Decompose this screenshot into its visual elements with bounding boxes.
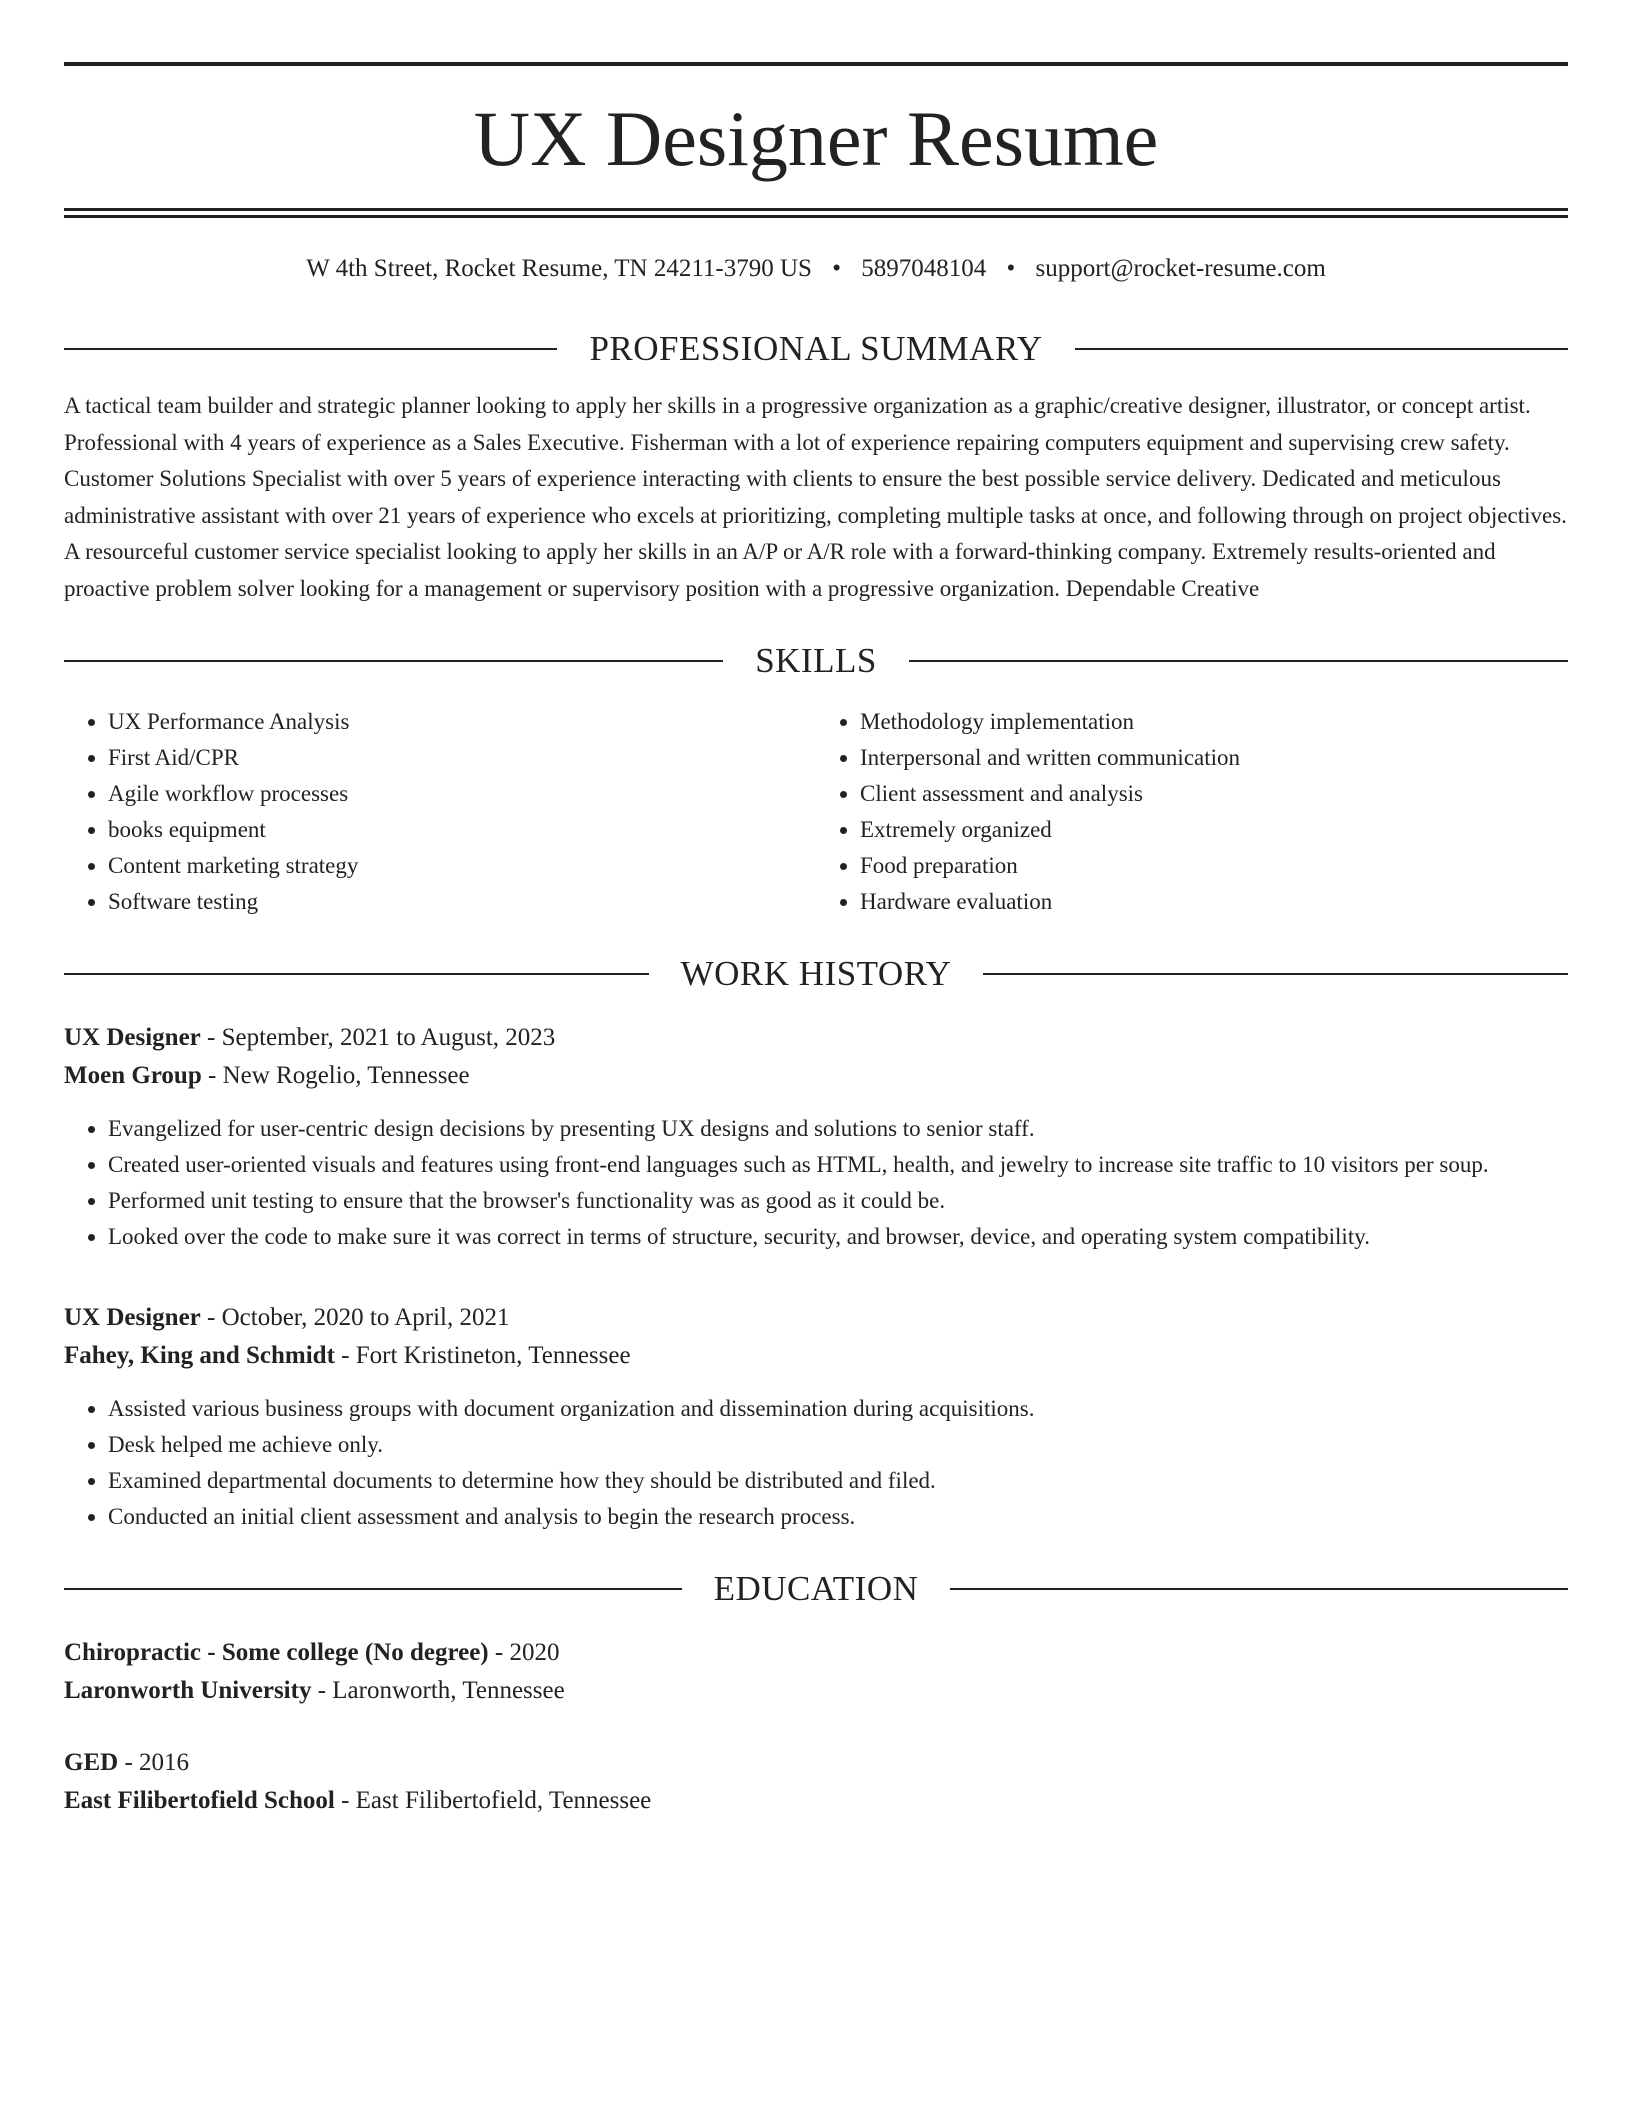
job-title-line — [64, 1299, 1568, 1337]
education-degree-line — [64, 1744, 1568, 1782]
skill-item: • Content marketing strategy — [108, 848, 816, 884]
skill-item: • Hardware evaluation — [860, 884, 1568, 920]
job-bullets — [64, 1391, 1568, 1535]
job-company-line — [64, 1337, 1568, 1375]
summary-heading-label: PROFESSIONAL SUMMARY — [589, 329, 1043, 368]
job-company-line — [64, 1057, 1568, 1095]
job-company: Fahey, King and Schmidt — [64, 1342, 335, 1369]
education-year: - 2020 — [488, 1639, 560, 1666]
education-location: - East Filibertofield, Tennessee — [334, 1787, 652, 1814]
top-rule — [64, 62, 1568, 66]
skill-item: • Software testing — [108, 884, 816, 920]
job-bullet: • Evangelized for user-centric design decisions by presenting UX designs and solutions to senior staff. — [108, 1111, 1568, 1147]
job-bullet: • Looked over the code to make sure it was correct in terms of structure, security, and browser, device, and operating system compatibility. — [108, 1219, 1568, 1255]
education-year: - 2016 — [118, 1749, 190, 1776]
contact-line — [64, 256, 1568, 281]
education-heading-label: EDUCATION — [713, 1569, 919, 1608]
contact-address: W 4th Street, Rocket Resume, TN 24211-3790 US — [306, 255, 812, 282]
job-bullet: • Performed unit testing to ensure that the browser's functionality was as good as it could be. — [108, 1183, 1568, 1219]
skill-item: • Interpersonal and written communication — [860, 740, 1568, 776]
skill-item: • Agile workflow processes — [108, 776, 816, 812]
heading-rule-right — [909, 660, 1568, 662]
skill-item: • Food preparation — [860, 848, 1568, 884]
job-bullets — [64, 1111, 1568, 1255]
summary-text: A tactical team builder and strategic planner looking to apply her skills in a progressive organization as a graphic/creative designer, illustrator, or concept artist. Professional with 4 years of experience as a Sales Executive. Fisherman with a lot of experience repairing computers equipment and supervising crew safety. Customer Solutions Specialist with over 5 years of experience interacting with clients to ensure the best possible service delivery. Dedicated and meticulous administrative assistant with over 21 years of experience who excels at prioritizing, completing multiple tasks at once, and following through on project objectives. A resourceful customer service specialist looking to apply her skills in an A/P or A/R role with a forward-thinking company. Extremely results-oriented and proactive problem solver looking for a management or supervisory position with a progressive organization. Dependable Creative — [64, 393, 1567, 601]
education-entry — [64, 1634, 1568, 1710]
work-heading-label: WORK HISTORY — [680, 954, 952, 993]
title-double-rule — [64, 208, 1568, 218]
job-bullet: • Assisted various business groups with document organization and dissemination during acquisitions. — [108, 1391, 1568, 1427]
summary-heading — [64, 331, 1568, 366]
skill-item: • Extremely organized — [860, 812, 1568, 848]
heading-rule-right — [950, 1588, 1568, 1590]
job-bullet: • Conducted an initial client assessment and analysis to begin the research process. — [108, 1499, 1568, 1535]
education-degree: Chiropractic - Some college (No degree) — [64, 1639, 489, 1666]
education-school-line — [64, 1782, 1568, 1820]
skill-item: • Methodology implementation — [860, 704, 1568, 740]
education-school: Laronworth University — [64, 1677, 312, 1704]
education-entry — [64, 1744, 1568, 1820]
contact-email: support@rocket-resume.com — [1035, 255, 1326, 282]
heading-rule-left — [64, 973, 649, 975]
heading-rule-right — [983, 973, 1568, 975]
job-dates: - September, 2021 to August, 2023 — [200, 1024, 556, 1051]
contact-separator: • — [1006, 255, 1016, 282]
heading-rule-left — [64, 660, 723, 662]
skills-list — [64, 704, 1568, 920]
skills-heading — [64, 643, 1568, 678]
job-title: UX Designer — [64, 1304, 201, 1331]
skill-item: • First Aid/CPR — [108, 740, 816, 776]
job-bullet: • Examined departmental documents to determine how they should be distributed and filed. — [108, 1463, 1568, 1499]
skill-item: • Client assessment and analysis — [860, 776, 1568, 812]
job-entry — [64, 1299, 1568, 1535]
job-bullet: • Desk helped me achieve only. — [108, 1427, 1568, 1463]
skills-column-right — [816, 704, 1568, 920]
skill-item: • books equipment — [108, 812, 816, 848]
contact-separator: • — [832, 255, 841, 282]
job-location: - New Rogelio, Tennessee — [201, 1062, 470, 1089]
education-degree: GED — [64, 1749, 119, 1776]
heading-rule-right — [1075, 348, 1568, 350]
skills-column-left — [64, 704, 816, 920]
education-school: East Filibertofield School — [64, 1787, 335, 1814]
education-heading — [64, 1571, 1568, 1606]
job-title: UX Designer — [64, 1024, 201, 1051]
skill-item: • UX Performance Analysis — [108, 704, 816, 740]
skills-heading-label: SKILLS — [755, 641, 877, 680]
education-school-line — [64, 1672, 1568, 1710]
heading-rule-left — [64, 348, 557, 350]
job-entry — [64, 1019, 1568, 1255]
job-bullet: • Created user-oriented visuals and features using front-end languages such as HTML, health, and jewelry to increase site traffic to 10 visitors per soup. — [108, 1147, 1568, 1183]
job-company: Moen Group — [64, 1062, 202, 1089]
page-title: UX Designer Resume — [473, 95, 1159, 182]
education-degree-line — [64, 1634, 1568, 1672]
job-location: - Fort Kristineton, Tennessee — [334, 1342, 631, 1369]
heading-rule-left — [64, 1588, 682, 1590]
contact-phone: 5897048104 — [861, 255, 987, 282]
education-location: - Laronworth, Tennessee — [311, 1677, 565, 1704]
job-title-line — [64, 1019, 1568, 1057]
work-heading — [64, 956, 1568, 991]
job-dates: - October, 2020 to April, 2021 — [200, 1304, 510, 1331]
